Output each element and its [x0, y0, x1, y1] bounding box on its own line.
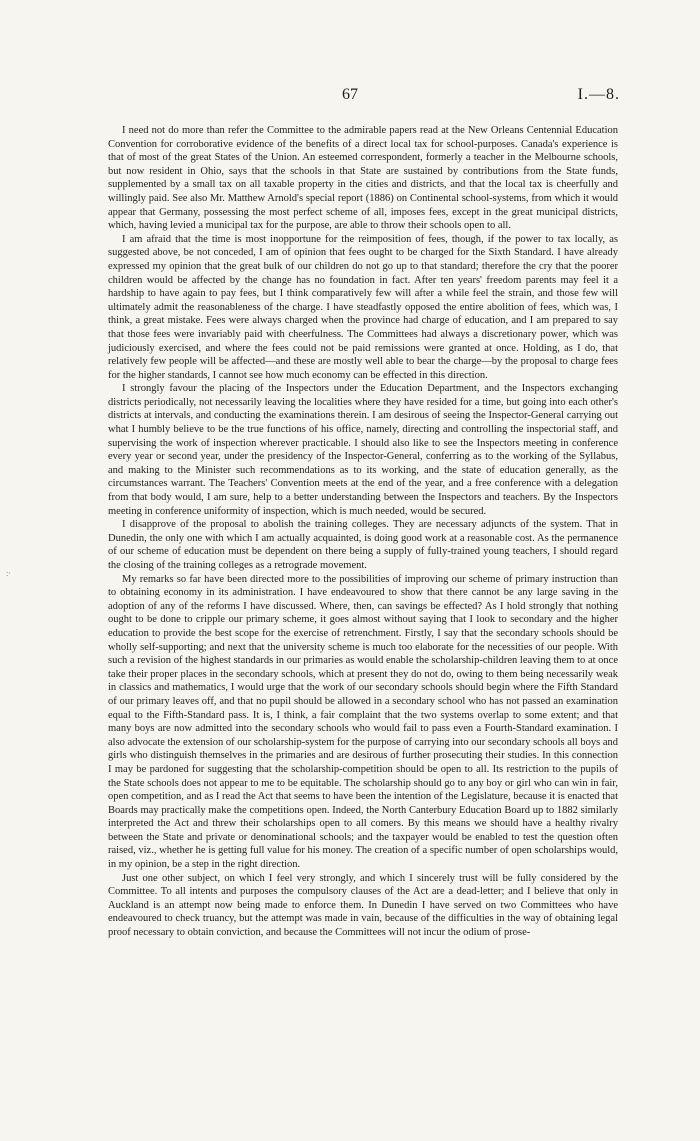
paragraph: I strongly favour the placing of the Inspectors under the Education Department, and the Inspectors exchanging districts periodically, not necessarily leaving the localities where they have resided for a time, but going into each other's districts at intervals, and conducting the examinations therein. I am desirous of seeing the Inspector-General carrying out what I humbly believe to be the true functions of his office, namely, directing and controlling the inspectorial staff, and supervising the work of inspection wherever practicable. I should also like to see the Inspectors meeting in conference every year or second year, under the presidency of the Inspector-General, conferring as to the working of the Syllabus, and making to the Minister such recommendations as to its working, and the state of education generally, as the circumstances warrant. The Teachers' Convention meets at the end of the year, and a free conference with a delegation from that body would, I am sure, help to a better understanding between the Inspectors and teachers. By the Inspectors meeting in conference uniformity of inspection, which is much needed, would be secured. [108, 383, 618, 517]
paragraph: I need not do more than refer the Committee to the admirable papers read at the New Orleans Centennial Education Convention for corroborative evidence of the benefits of a direct local tax for school-purposes. Canada's experience is that of most of the great States of the Union. An esteemed correspondent, formerly a teacher in the Melbourne schools, but now resident in Ohio, says that the schools in that State are sustained by contributions from the State funds, supplemented by a small tax on all taxable property in the cities and districts, and that the local tax is cheerfully and willingly paid. See also Mr. Matthew Arnold's special report (1886) on Continental school-systems, from which it would appear that Germany, possessing the most perfect scheme of all, imposes fees, except in the great municipal districts, which, having levied a municipal tax for the purpose, are able to throw their schools open to all. [108, 125, 618, 232]
paragraph: Just one other subject, on which I feel very strongly, and which I sincerely trust will be fully considered by the Committee. To all intents and purposes the compulsory clauses of the Act are a dead-letter; and I believe that only in Auckland is an attempt now being made to enforce them. In Dunedin I have served on two Committees who have endeavoured to check truancy, but the attempt was made in vain, because of the difficulties in the way of obtaining legal proof necessary to obtain conviction, and because the Committees will not incur the odium of prose- [108, 872, 618, 939]
body-text [108, 124, 618, 940]
page-number: 67 [342, 86, 358, 103]
document-reference: I.—8. [577, 86, 620, 103]
paragraph: I disapprove of the proposal to abolish the training colleges. They are necessary adjuncts of the system. That in Dunedin, the only one with which I am actually acquainted, is doing good work at a reasonable cost. As the permanence of our scheme of education must be dependent on there being a supply of fully-trained young teachers, I should regard the closing of the training colleges as a retrograde movement. [108, 519, 618, 571]
margin-marks: :· [6, 569, 11, 578]
paragraph: My remarks so far have been directed more to the possibilities of improving our scheme of primary instruction than to obtaining economy in its administration. I have endeavoured to show that there cannot be any large saving in the adoption of any of the reforms I have discussed. Where, then, can savings be effected? As I hold strongly that nothing ought to be done to cripple our primary scheme, it goes almost without saying that I look to secondary and the higher education to provide the best scope for the exercise of retrenchment. Firstly, I say that the secondary schools should be wholly self-supporting; and next that the university scheme is much too elaborate for the necessities of our people. With such a revision of the highest standards in our primaries as would enable the scholarship-children leaving them to at once take their proper places in the secondary schools, which at present they do not do, owing to them being necessarily weak in classics and mathematics, I would urge that the work of our secondary schools should begin where the Fifth Standard of our primary leaves off, and that no pupil should be allowed in a secondary school who has not passed an examination equal to the Fifth-Standard pass. It is, I think, a fair complaint that the two systems overlap to some extent; and that many boys are now admitted into the secondary schools who would fail to pass even a Fourth-Standard examination. I also advocate the extension of our scholarship-system for the purpose of carrying into our secondary schools all boys and girls who distinguish themselves in the primaries and are desirous of further prosecuting their studies. In this connection I may be pardoned for suggesting that the scholarship-competition should be open to all. Its restriction to the pupils of the State schools does not appear to me to be equitable. The scholarship should go to any boy or girl who can win in fair, open competition, and as I read the Act that seems to have been the intention of the Legislature, because it is enacted that Boards may practically make the competitions open. Indeed, the North Canterbury Education Board up to 1882 similarly interpreted the Act and threw their scholarships open to all comers. By this means we should have a healthy rivalry between the State and private or denominational schools; and the taxpayer would be enabled to test the question often raised, viz., whether he is getting full value for his money. The creation of a specific number of open scholarships would, in my opinion, be a step in the right direction. [108, 573, 618, 871]
paragraph: I am afraid that the time is most inopportune for the reimposition of fees, though, if the power to tax locally, as suggested above, be not conceded, I am of opinion that fees ought to be charged for the Sixth Standard. I have already expressed my opinion that the great bulk of our children do not go up to that standard; therefore the cry that the poorer children would be affected by the change has no foundation in fact. After ten years' freedom parents may feel it a hardship to have again to pay fees, but I think comparatively few will after a while feel the strain, and those few will ultimately admit the reasonableness of the charge. I have steadfastly opposed the entire abolition of fees, which was, I think, a great mistake. Fees were always charged when the province had charge of education, and I am prepared to say that those fees were invariably paid with cheerfulness. The Committees had always a discretionary power, which was judiciously exercised, and where the fees could not be paid remissions were granted at once. Holding, as I do, that relatively few people will be affected—and these are mostly well able to bear the charge—by the proposal to charge fees for the higher standards, I cannot see how much economy can be effected in this direction. [108, 233, 618, 381]
